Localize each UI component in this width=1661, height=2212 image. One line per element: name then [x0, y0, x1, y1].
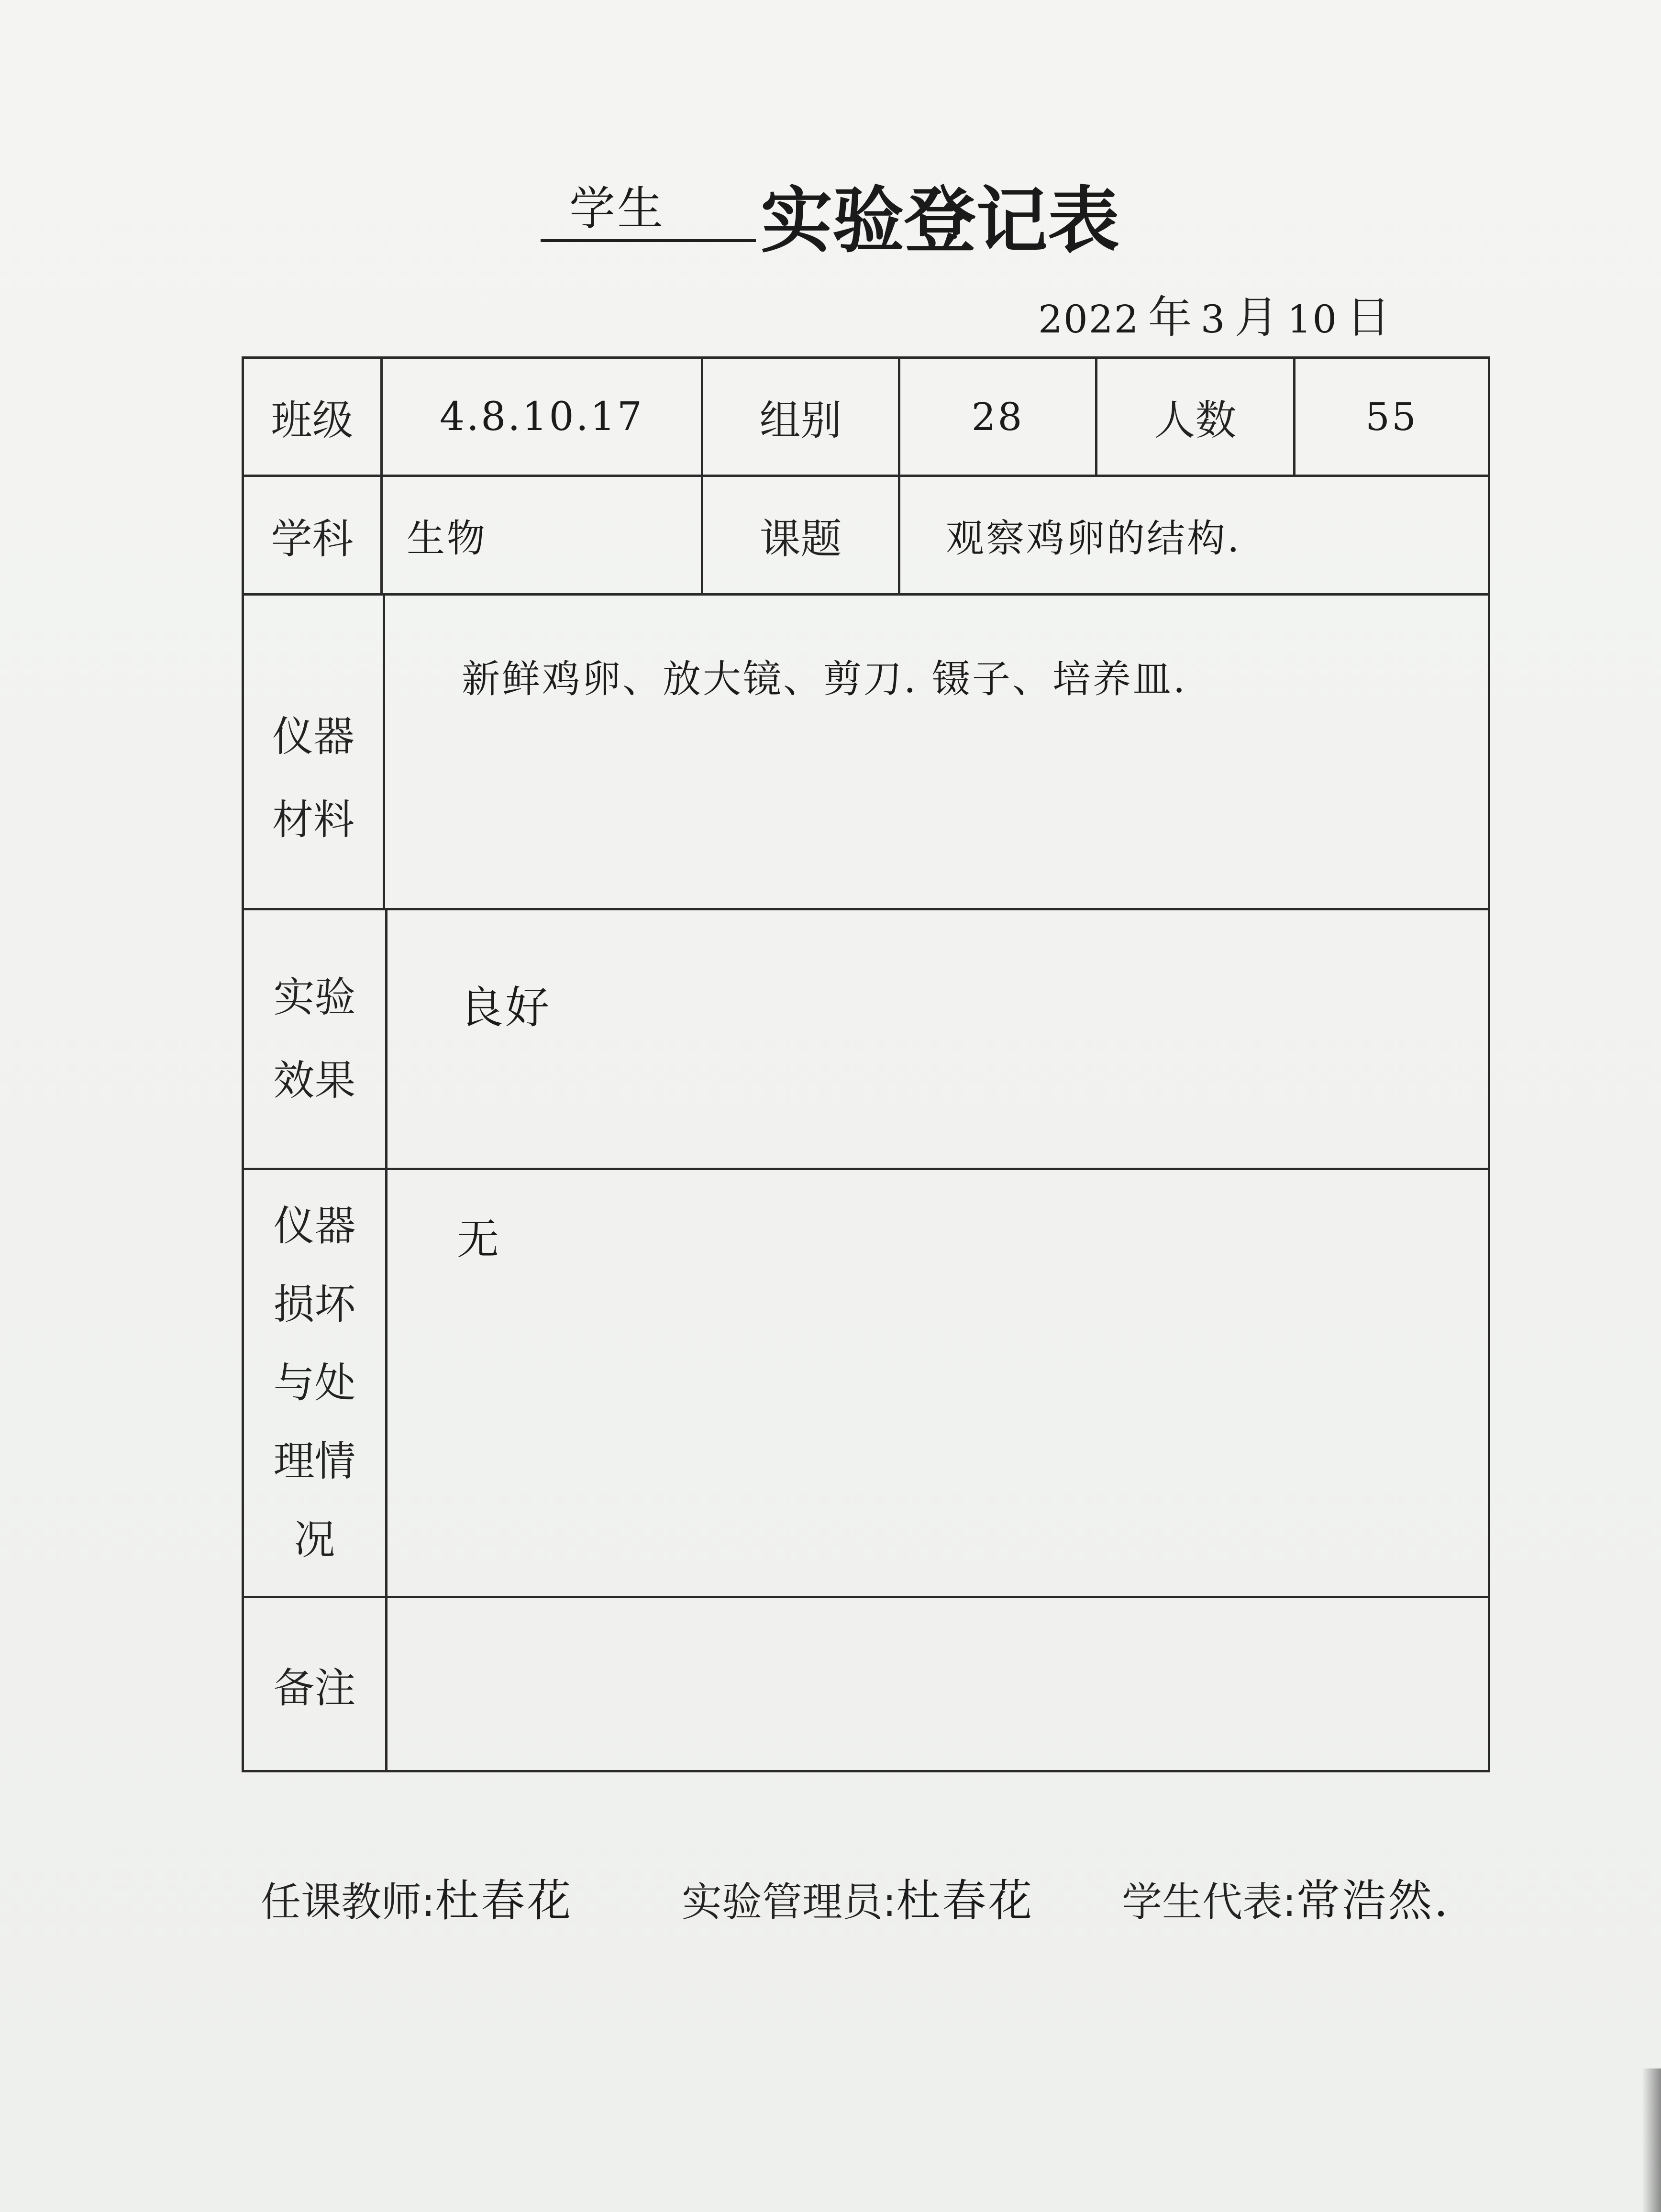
date-day-char: 日 — [1346, 292, 1391, 343]
damage-label-line: 与处 — [273, 1359, 356, 1407]
student-signature — [1122, 1866, 1450, 1929]
remarks-value-cell — [388, 1598, 1488, 1770]
damage-label — [273, 1202, 356, 1564]
people-value: 55 — [1365, 394, 1418, 439]
damage-label-line: 况 — [294, 1516, 335, 1564]
remarks-label: 备注 — [273, 1664, 356, 1712]
table-row — [244, 477, 1488, 596]
group-value-cell — [900, 359, 1097, 475]
table-row — [244, 596, 1488, 910]
damage-label-line: 理情 — [273, 1438, 356, 1485]
topic-value-cell — [900, 477, 1488, 593]
damage-value-cell — [388, 1170, 1488, 1596]
materials-label-line: 仪器 — [272, 712, 354, 761]
registration-table — [242, 356, 1490, 1772]
title-blank-line — [541, 172, 756, 242]
subject-value-cell — [383, 477, 703, 593]
people-label-cell — [1097, 359, 1296, 475]
group-label-cell — [703, 359, 900, 475]
materials-label-cell — [244, 596, 385, 908]
subject-label: 学科 — [271, 515, 354, 563]
damage-label-cell — [244, 1170, 388, 1596]
admin-label: 实验管理员: — [682, 1879, 897, 1925]
materials-label — [272, 664, 354, 844]
date-month: 3 — [1200, 297, 1226, 342]
table-row — [244, 1170, 1488, 1598]
effect-value: 良好 — [459, 982, 552, 1033]
topic-value: 观察鸡卵的结构. — [946, 516, 1241, 561]
people-label: 人数 — [1154, 397, 1237, 444]
people-value-cell — [1296, 359, 1488, 475]
date-month-char: 月 — [1234, 292, 1279, 343]
topic-label-cell — [703, 477, 900, 593]
subject-value: 生物 — [407, 516, 487, 561]
date-year-char: 年 — [1148, 292, 1192, 343]
student-label: 学生代表: — [1122, 1879, 1296, 1925]
effect-label-line: 实验 — [273, 973, 356, 1021]
teacher-name: 杜春花 — [435, 1875, 573, 1926]
damage-value: 无 — [457, 1215, 501, 1264]
materials-value-cell — [385, 596, 1488, 908]
date-line — [1038, 282, 1399, 345]
title-handwritten-prefix: 学生 — [569, 182, 665, 235]
teacher-label: 任课教师: — [261, 1879, 435, 1925]
materials-label-line: 材料 — [272, 796, 354, 844]
table-row — [244, 910, 1488, 1170]
effect-label — [273, 973, 356, 1105]
effect-label-cell — [244, 910, 388, 1168]
student-name: 常浩然. — [1296, 1875, 1450, 1926]
title-text: 实验登记表 — [761, 179, 1120, 263]
damage-label-line: 仪器 — [273, 1202, 356, 1250]
damage-label-line: 损坏 — [273, 1281, 356, 1328]
class-value-cell — [383, 359, 703, 475]
effect-label-line: 效果 — [273, 1057, 356, 1105]
date-day: 10 — [1287, 297, 1338, 342]
teacher-signature — [261, 1866, 573, 1929]
table-row — [244, 359, 1488, 477]
group-label: 组别 — [759, 397, 842, 444]
class-label: 班级 — [271, 397, 354, 444]
materials-value: 新鲜鸡卵、放大镜、剪刀. 镊子、培养皿. — [462, 657, 1187, 701]
admin-name: 杜春花 — [896, 1875, 1034, 1926]
effect-value-cell — [388, 910, 1488, 1168]
subject-label-cell — [244, 477, 383, 593]
table-row — [244, 1598, 1488, 1770]
date-year: 2022 — [1038, 297, 1140, 342]
group-value: 28 — [971, 394, 1024, 439]
topic-label: 课题 — [759, 515, 842, 563]
page-edge-shadow — [1642, 2068, 1661, 2212]
class-value: 4.8.10.17 — [439, 394, 644, 440]
admin-signature — [682, 1866, 1034, 1929]
class-label-cell — [244, 359, 383, 475]
remarks-label-cell — [244, 1598, 388, 1770]
